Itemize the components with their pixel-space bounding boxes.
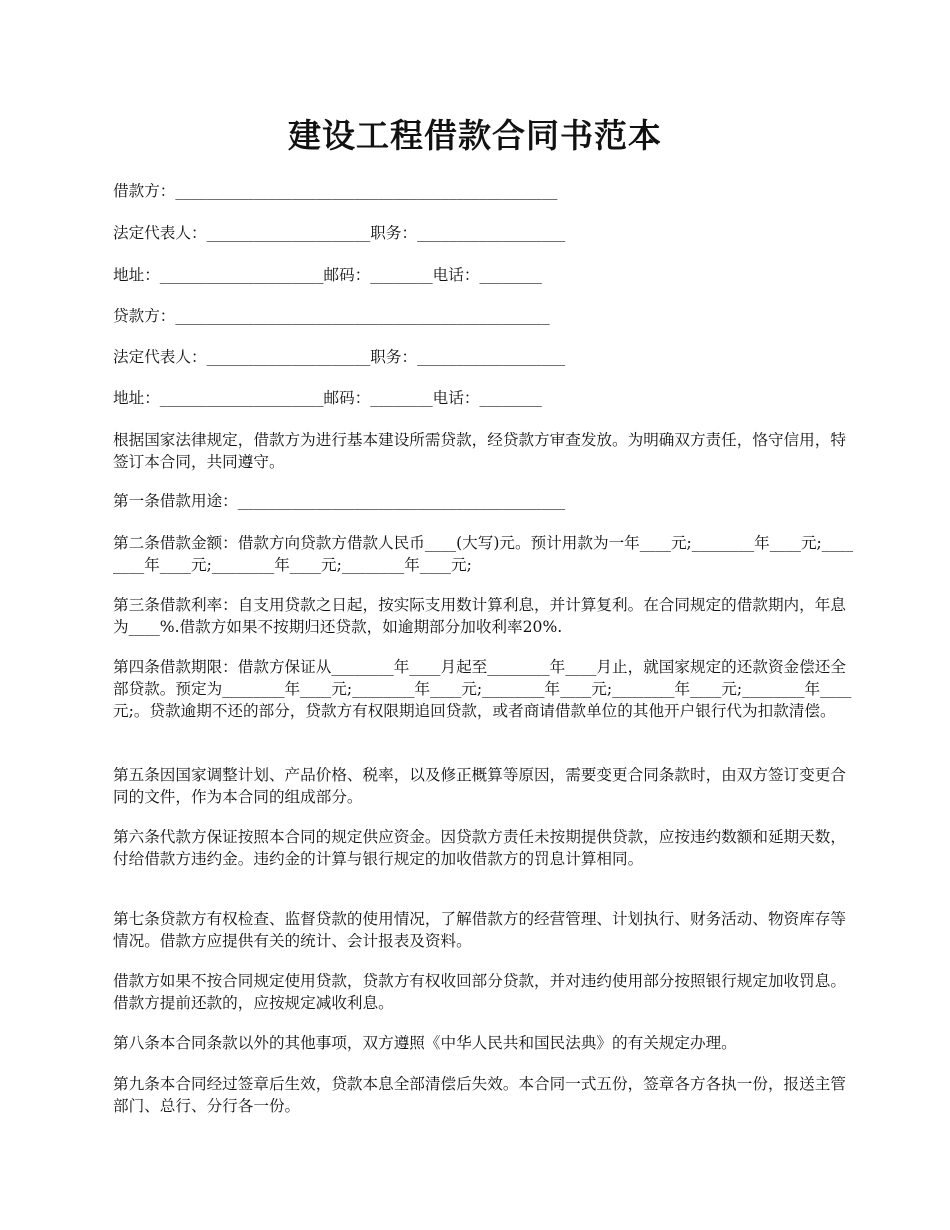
article-7-paragraph: 第七条贷款方有权检查、监督贷款的使用情况，了解借款方的经营管理、计划执行、财务活动、物资库存等情况。借款方应提供有关的统计、会计报表及资料。 xyxy=(113,910,846,950)
borrower-address-field: 地址：_____________________邮码：________电话：________ xyxy=(113,266,542,284)
article-3-paragraph: 第三条借款利率：自支用贷款之日起，按实际支用数计算利息，并计算复利。在合同规定的借款期内，年息为____%.借款方如果不按期归还贷款，如逾期部分加收利率20%. xyxy=(113,596,846,636)
article-7-supplement-paragraph: 借款方如果不按合同规定使用贷款，贷款方有权收回部分贷款，并对违约使用部分按照银行规定加收罚息。借款方提前还款的，应按规定减收利息。 xyxy=(113,972,846,1012)
lender-address-field: 地址：_____________________邮码：________电话：________ xyxy=(113,389,542,407)
article-9-paragraph: 第九条本合同经过签章后生效，贷款本息全部清偿后失效。本合同一式五份，签章各方各执一份，报送主管部门、总行、分行各一份。 xyxy=(113,1075,846,1115)
article-1-paragraph: 第一条借款用途：__________________________________________ xyxy=(113,492,566,510)
article-2-paragraph: 第二条借款金额：借款方向贷款方借款人民币____(大写)元。预计用款为一年____元;________年____元;________年____元;________年____元;________年____元; xyxy=(113,534,853,574)
borrower-representative-field: 法定代表人：_____________________职务：___________________ xyxy=(113,224,566,242)
lender-name-field: 贷款方：________________________________________________ xyxy=(113,307,550,325)
article-5-paragraph: 第五条因国家调整计划、产品价格、税率，以及修正概算等原因，需要变更合同条款时，由双方签订变更合同的文件，作为本合同的组成部分。 xyxy=(113,766,846,806)
article-6-paragraph: 第六条代款方保证按照本合同的规定供应资金。因贷款方责任未按期提供贷款，应按违约数额和延期天数，付给借款方违约金。违约金的计算与银行规定的加收借款方的罚息计算相同。 xyxy=(113,828,846,868)
article-4-paragraph: 第四条借款期限：借款方保证从________年____月起至________年____月止，就国家规定的还款资金偿还全部贷款。预定为________年____元;________年____元;________年____元;________年____元;________年____元;。贷款逾期不还的部分，贷款方有权限期追回贷款，或者商请借款单位的其他开户银行代为扣款清偿。 xyxy=(113,658,852,720)
borrower-name-field: 借款方：_________________________________________________ xyxy=(113,182,558,200)
preamble-paragraph: 根据国家法律规定，借款方为进行基本建设所需贷款，经贷款方审查发放。为明确双方责任，恪守信用，特签订本合同，共同遵守。 xyxy=(113,431,846,471)
document-title: 建设工程借款合同书范本 xyxy=(288,116,662,155)
lender-representative-field: 法定代表人：_____________________职务：___________________ xyxy=(113,348,566,366)
article-8-paragraph: 第八条本合同条款以外的其他事项，双方遵照《中华人民共和国民法典》的有关规定办理。 xyxy=(113,1034,737,1052)
